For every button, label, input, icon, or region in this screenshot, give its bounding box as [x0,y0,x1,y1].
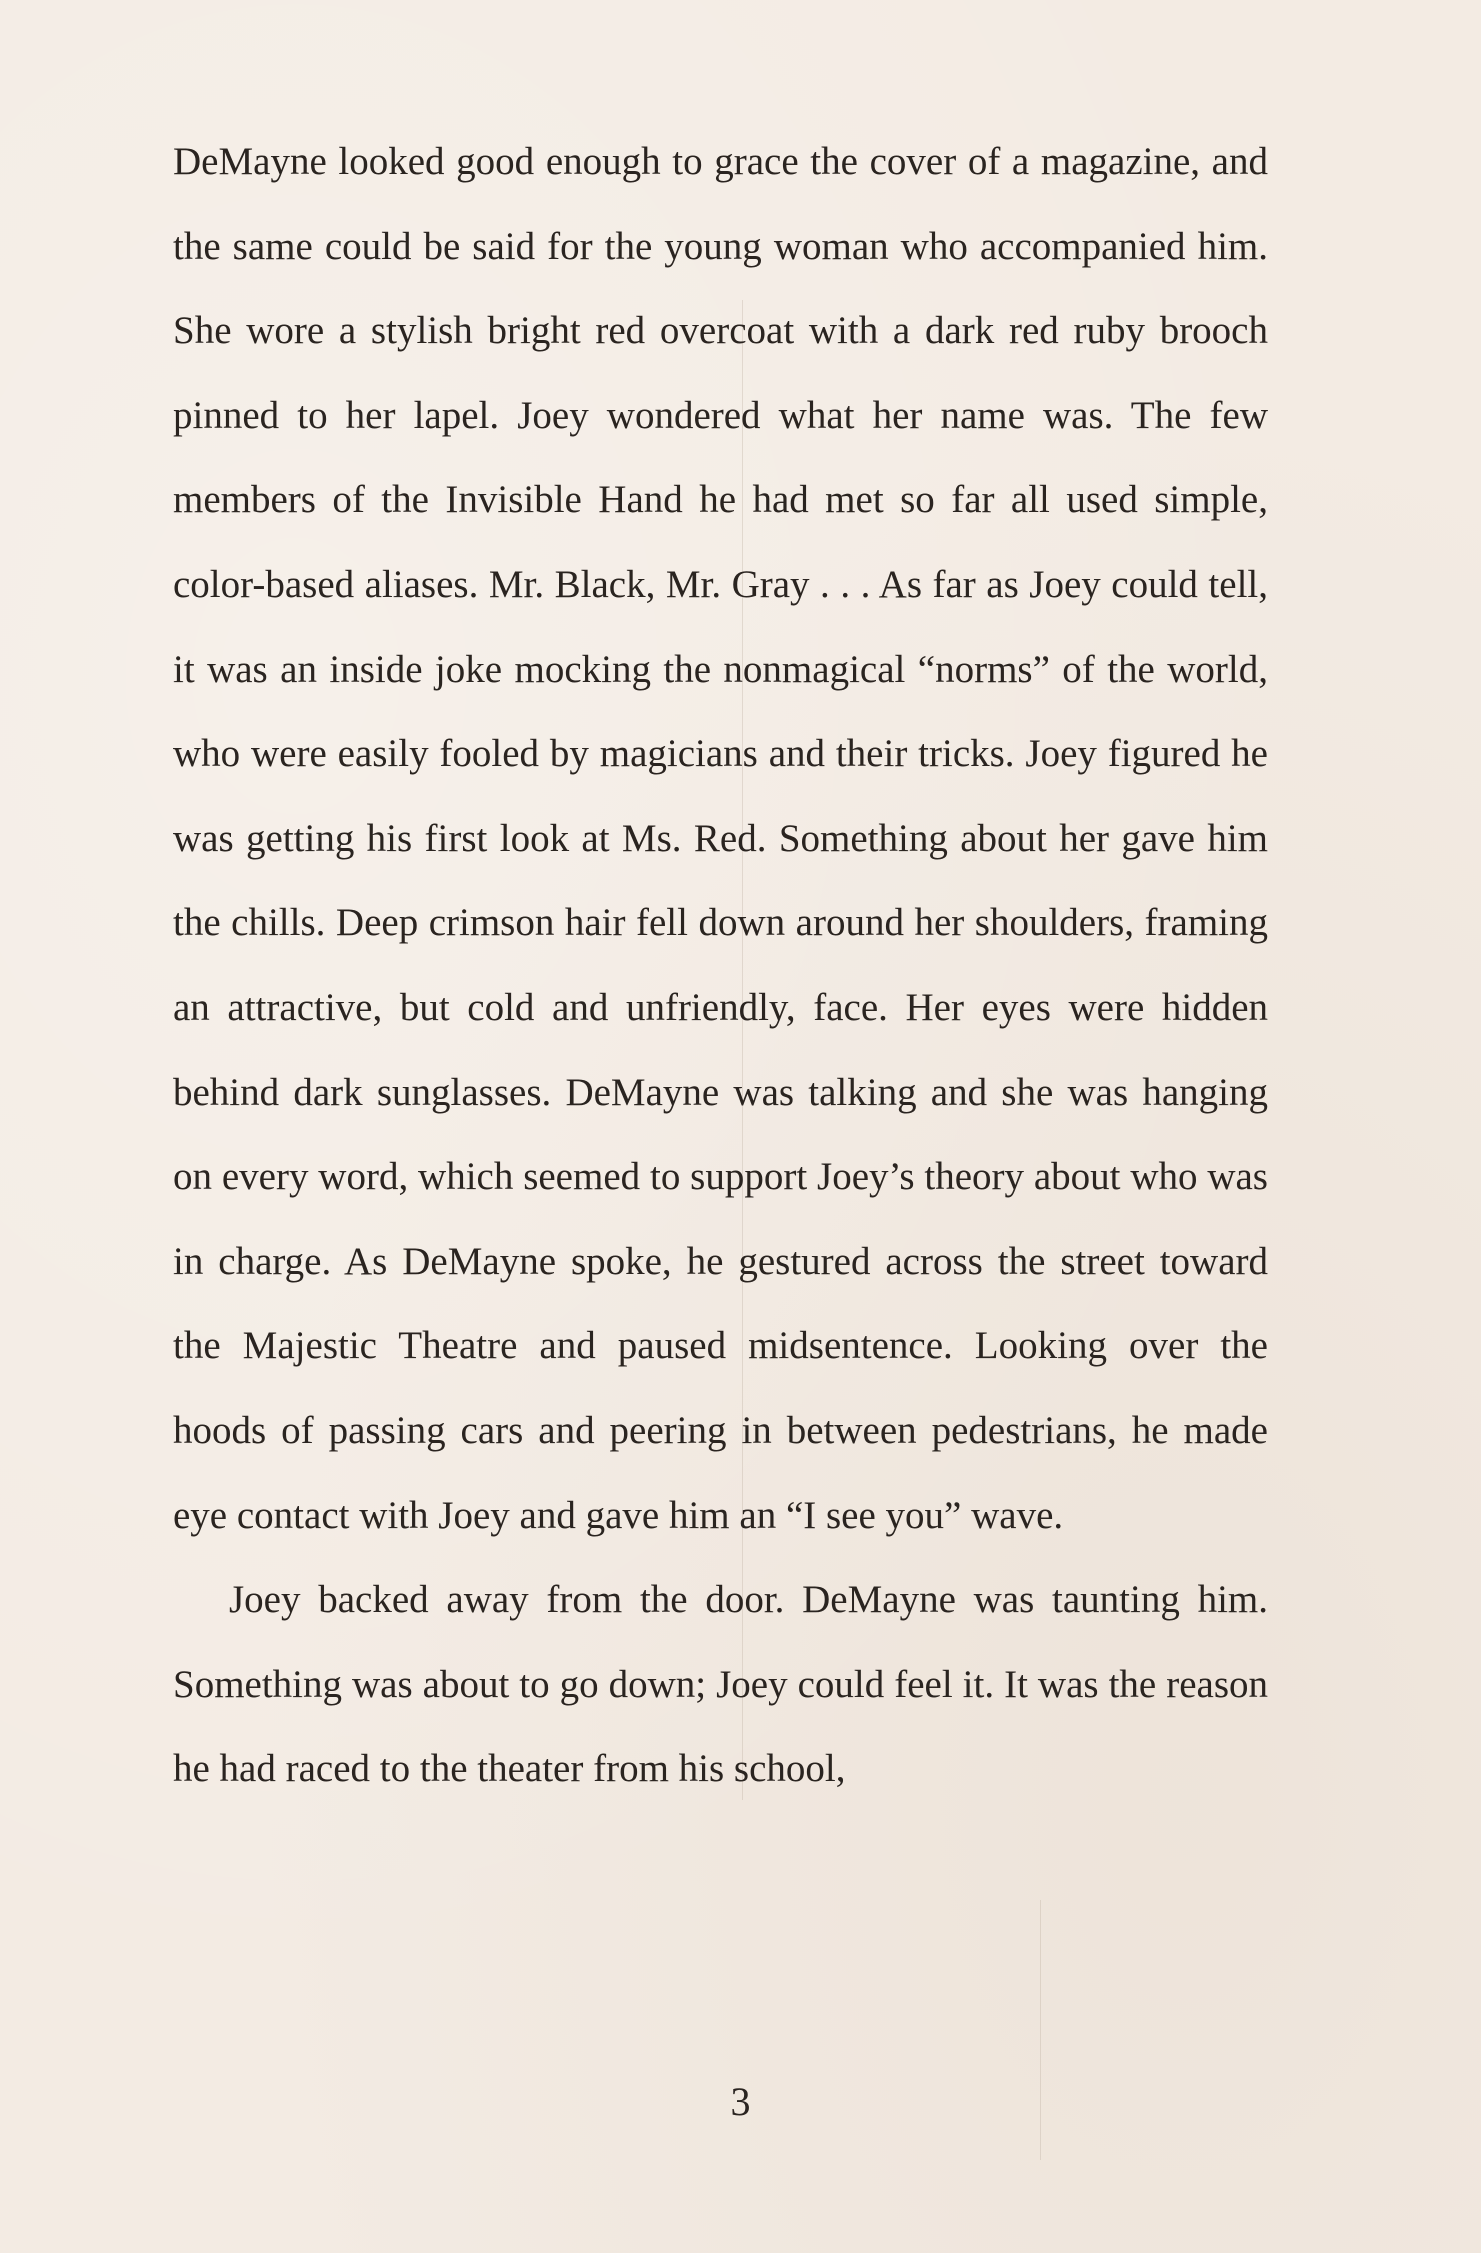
paragraph-1: DeMayne looked good enough to grace the cover of a magazine, and the same could be said for the young woman who accompanied him. She wore a stylish bright red overcoat with a dark red ruby brooch pinned to her lapel. Joey wondered what her name was. The few members of the Invisible Hand he had met so far all used simple, color-based aliases. Mr. Black, Mr. Gray . . . As far as Joey could tell, it was an inside joke mocking the nonmagical “norms” of the world, who were easily fooled by magicians and their tricks. Joey figured he was getting his first look at Ms. Red. Something about her gave him the chills. Deep crimson hair fell down around her shoulders, framing an attractive, but cold and unfriendly, face. Her eyes were hidden behind dark sunglasses. DeMayne was talking and she was hanging on every word, which seemed to support Joey’s theory about who was in charge. As DeMayne spoke, he gestured across the street toward the Majestic Theatre and paused midsentence. Looking over the hoods of passing cars and peering in between pedestrians, he made eye contact with Joey and gave him an “I see you” wave. [173,140,1268,1537]
body-text [173,120,1268,1812]
paragraph-2: Joey backed away from the door. DeMayne was taunting him. Something was about to go down; Joey could feel it. It was the reason he had raced to the theater from his school, [173,1578,1268,1791]
page-number: 3 [730,2079,751,2124]
